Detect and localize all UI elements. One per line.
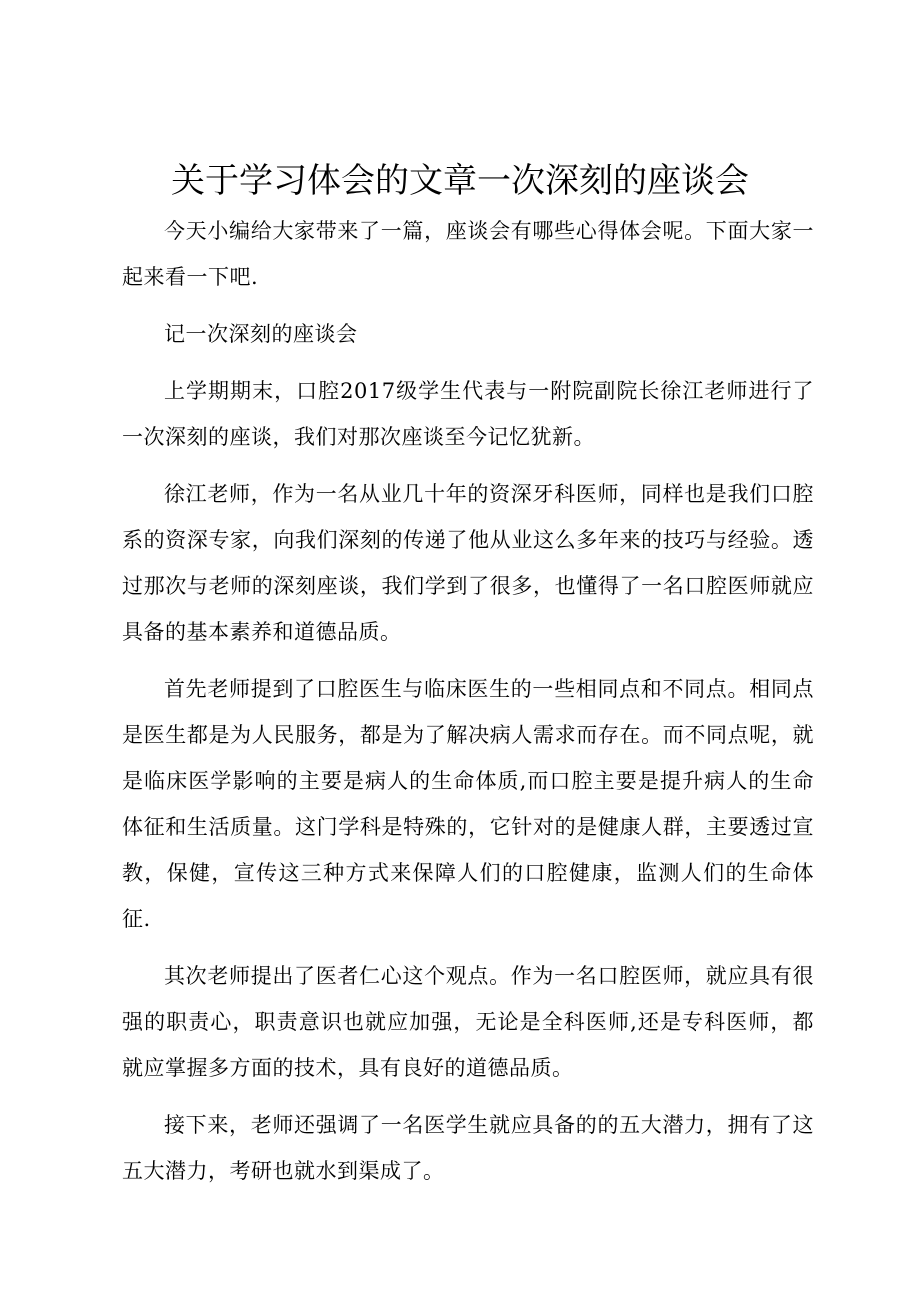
paragraph: 其次老师提出了医者仁心这个观点。作为一名口腔医师，就应具有很强的职责心，职责意识也就应加强，无论是全科医师,还是专科医师，都就应掌握多方面的技术，具有良好的道德品质。	[122, 964, 814, 1080]
document-title: 关于学习体会的文章一次深刻的座谈会	[171, 161, 749, 201]
paragraph-intro: 今天小编给大家带来了一篇，座谈会有哪些心得体会呢。下面大家一起来看一下吧.	[122, 219, 814, 289]
paragraph: 首先老师提到了口腔医生与临床医生的一些相同点和不同点。相同点是医生都是为人民服务，都是为了解决病人需求而存在。而不同点呢，就是临床医学影响的主要是病人的生命体质,而口腔主要是提升病人的生命体征和生活质量。这门学科是特殊的，它针对的是健康人群，主要透过宣教，保健，宣传这三种方式来保障人们的口腔健康，监测人们的生命体征.	[122, 677, 814, 931]
document-body	[122, 208, 814, 1205]
paragraph: 徐江老师，作为一名从业几十年的资深牙科医师，同样也是我们口腔系的资深专家，向我们深刻的传递了他从业这么多年来的技巧与经验。透过那次与老师的深刻座谈，我们学到了很多，也懂得了一名口腔医师就应具备的基本素养和道德品质。	[122, 482, 814, 644]
paragraph-subheading: 记一次深刻的座谈会	[164, 322, 358, 346]
paragraph: 接下来，老师还强调了一名医学生就应具备的的五大潜力，拥有了这五大潜力，考研也就水到渠成了。	[122, 1113, 814, 1183]
paragraph: 上学期期末，口腔2017级学生代表与一附院副院长徐江老师进行了一次深刻的座谈，我们对那次座谈至今记忆犹新。	[122, 379, 814, 449]
